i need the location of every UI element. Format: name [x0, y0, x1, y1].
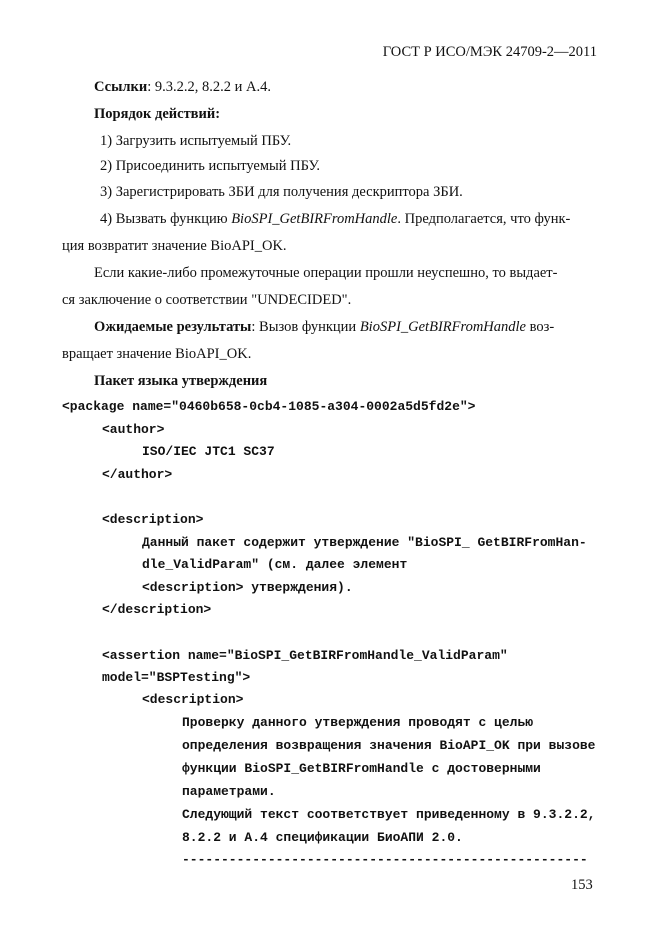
- procedure-title: Порядок действий:: [94, 106, 221, 122]
- code-line: dle_ValidParam" (см. далее элемент: [142, 557, 408, 572]
- code-line: Проверку данного утверждения проводят с целью: [182, 715, 534, 730]
- code-line: <package name="0460b658-0cb4-1085-a304-0002a5d5fd2e">: [62, 399, 476, 414]
- expected-text: воз-: [526, 319, 555, 335]
- code-line: определения возвращения значения BioAPI_OK при вызове: [182, 738, 596, 753]
- code-line: <assertion name="BioSPI_GetBIRFromHandle_ValidParam": [102, 648, 508, 663]
- code-line: Следующий текст соответствует приведенному в 9.3.2.2,: [182, 807, 596, 822]
- code-line: <description>: [102, 512, 204, 527]
- step4-b: . Предполагается, что функ-: [397, 211, 571, 227]
- procedure-step: 1) Загрузить испытуемый ПБУ.: [100, 133, 292, 149]
- expected-text: : Вызов функции: [251, 319, 360, 335]
- code-line: </description>: [102, 602, 212, 617]
- expected-results: [94, 318, 554, 336]
- undecided-text: Если какие-либо промежуточные операции прошли неуспешно, то выдает-: [94, 265, 558, 281]
- procedure-step: 3) Зарегистрировать ЗБИ для получения дескриптора ЗБИ.: [100, 184, 463, 200]
- procedure-step: [100, 210, 570, 228]
- code-line: ISO/IEC JTC1 SC37: [142, 444, 275, 459]
- code-line: <description> утверждения).: [142, 580, 353, 595]
- procedure-step: 2) Присоединить испытуемый ПБУ.: [100, 158, 320, 174]
- code-line: Данный пакет содержит утверждение "BioSPI_ GetBIRFromHan-: [142, 535, 587, 550]
- function-name: BioSPI_GetBIRFromHandle: [359, 319, 526, 335]
- step4-a: 4) Вызвать функцию: [100, 211, 232, 227]
- references-label: Ссылки: [94, 79, 148, 95]
- code-separator: ----------------------------------------------------: [182, 852, 588, 867]
- running-header: ГОСТ Р ИСО/МЭК 24709-2—2011: [382, 44, 597, 60]
- expected-label: Ожидаемые результаты: [94, 319, 252, 335]
- code-line: функции BioSPI_GetBIRFromHandle с достоверными: [182, 761, 541, 776]
- undecided-text: ся заключение о соответствии "UNDECIDED".: [62, 292, 352, 308]
- references-text: : 9.3.2.2, 8.2.2 и А.4.: [147, 79, 272, 95]
- references: [94, 78, 271, 96]
- procedure-step-cont: ция возвратит значение BioAPI_OK.: [62, 238, 287, 254]
- package-title: Пакет языка утверждения: [94, 373, 268, 389]
- code-line: </author>: [102, 467, 173, 482]
- code-line: <author>: [102, 422, 165, 437]
- code-line: model="BSPTesting">: [102, 670, 251, 685]
- function-name: BioSPI_GetBIRFromHandle: [231, 211, 398, 227]
- code-line: 8.2.2 и А.4 спецификации БиоАПИ 2.0.: [182, 830, 463, 845]
- expected-text: вращает значение BioAPI_OK.: [62, 346, 252, 362]
- page-number: 153: [571, 877, 593, 893]
- code-line: <description>: [142, 692, 244, 707]
- code-line: параметрами.: [182, 784, 276, 799]
